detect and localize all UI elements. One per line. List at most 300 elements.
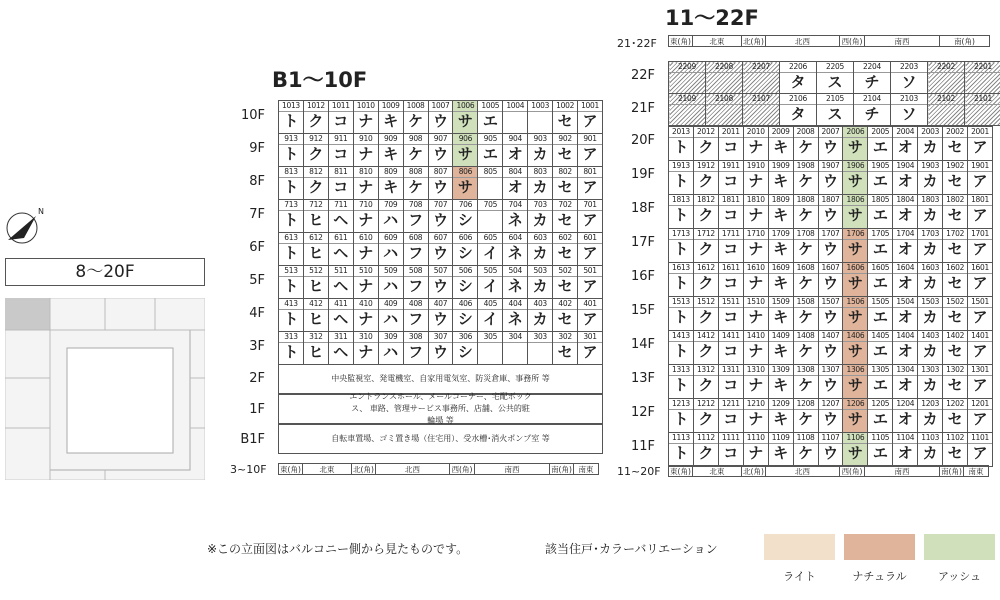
unit-type: ス bbox=[827, 105, 843, 123]
unit-number: 702 bbox=[553, 200, 577, 211]
unit-cell bbox=[403, 266, 428, 299]
unit-number: 1410 bbox=[744, 331, 768, 342]
unit-type: ア bbox=[972, 342, 988, 360]
unit-cell bbox=[818, 433, 843, 467]
unit-number: 2005 bbox=[868, 127, 892, 138]
unit-cell bbox=[353, 233, 378, 266]
unit-cell bbox=[893, 399, 918, 433]
unit-type: カ bbox=[922, 308, 938, 326]
unit-cell bbox=[693, 433, 718, 467]
unit-cell bbox=[768, 297, 793, 331]
unit-number: 1004 bbox=[503, 101, 527, 112]
unit-type: サ bbox=[847, 410, 863, 428]
unit-number: 1006 bbox=[453, 101, 477, 112]
unit-type: ト bbox=[673, 444, 689, 462]
unit-number: 308 bbox=[404, 332, 428, 343]
floor-label: 19F bbox=[630, 167, 655, 182]
unit-number: 1813 bbox=[669, 195, 693, 206]
unit-cell bbox=[669, 62, 706, 94]
unit-type: コ bbox=[723, 308, 739, 326]
unit-cell bbox=[893, 195, 918, 229]
floor-row bbox=[669, 433, 993, 467]
unit-number: 402 bbox=[553, 299, 577, 310]
unit-type: カ bbox=[532, 310, 548, 328]
unit-number: 601 bbox=[578, 233, 602, 244]
unit-number: 2007 bbox=[819, 127, 843, 138]
floor-label: 4F bbox=[249, 306, 265, 321]
unit-type: ア bbox=[972, 274, 988, 292]
unit-cell bbox=[743, 433, 768, 467]
unit-cell bbox=[943, 399, 968, 433]
unit-number: 306 bbox=[453, 332, 477, 343]
unit-type: エ bbox=[872, 308, 888, 326]
unit-type: ウ bbox=[822, 410, 838, 428]
unit-number: 1107 bbox=[819, 433, 843, 444]
unit-cell bbox=[868, 297, 893, 331]
unit-type: ヘ bbox=[333, 211, 349, 229]
unit-cell bbox=[943, 127, 968, 161]
unit-type: オ bbox=[897, 172, 913, 190]
unit-type: セ bbox=[947, 376, 963, 394]
floor-label: 13F bbox=[630, 371, 655, 386]
unit-type: ク bbox=[308, 112, 324, 130]
unit-number: 1513 bbox=[669, 297, 693, 308]
unit-type: オ bbox=[507, 145, 523, 163]
unit-cell bbox=[528, 200, 553, 233]
unit-type: ケ bbox=[408, 145, 424, 163]
unit-cell bbox=[793, 161, 818, 195]
unit-number: 401 bbox=[578, 299, 602, 310]
unit-cell bbox=[328, 134, 353, 167]
unit-number: 1105 bbox=[868, 433, 892, 444]
unit-type: ウ bbox=[822, 376, 838, 394]
unit-cell bbox=[818, 399, 843, 433]
unit-cell bbox=[478, 200, 503, 233]
unit-number: 513 bbox=[279, 266, 303, 277]
unit-number: 1603 bbox=[918, 263, 942, 274]
unit-cell bbox=[718, 365, 743, 399]
unit-cell bbox=[693, 399, 718, 433]
unit-number: 904 bbox=[503, 134, 527, 145]
unit-number: 2205 bbox=[817, 62, 853, 73]
unit-type: ヘ bbox=[333, 277, 349, 295]
unit-type: ネ bbox=[507, 310, 523, 328]
unit-number: 1606 bbox=[843, 263, 867, 274]
unit-number: 1505 bbox=[868, 297, 892, 308]
unit-number: 2006 bbox=[843, 127, 867, 138]
unit-type: ソ bbox=[901, 105, 917, 123]
unit-type: ウ bbox=[432, 310, 448, 328]
unit-cell bbox=[279, 299, 304, 332]
unit-type: オ bbox=[897, 274, 913, 292]
unit-cell bbox=[328, 233, 353, 266]
floor-label: 1F bbox=[249, 402, 265, 417]
unit-cell bbox=[943, 297, 968, 331]
unit-number: 404 bbox=[503, 299, 527, 310]
unit-type: コ bbox=[723, 376, 739, 394]
unit-type: コ bbox=[723, 240, 739, 258]
unit-number: 1701 bbox=[968, 229, 992, 240]
unit-type: ウ bbox=[822, 138, 838, 156]
unit-number: 906 bbox=[453, 134, 477, 145]
unit-cell bbox=[578, 233, 603, 266]
floor-row bbox=[279, 233, 603, 266]
unit-type: ナ bbox=[748, 376, 764, 394]
unit-number: 1904 bbox=[893, 161, 917, 172]
unit-number: 2202 bbox=[928, 62, 964, 73]
unit-cell bbox=[968, 433, 993, 467]
unit-type: サ bbox=[847, 274, 863, 292]
unit-type: エ bbox=[872, 274, 888, 292]
unit-number: 811 bbox=[329, 167, 353, 178]
unit-number: 1101 bbox=[968, 433, 992, 444]
orientation-cell: 西(角) bbox=[839, 35, 865, 47]
unit-type: ト bbox=[283, 211, 299, 229]
unit-number: 1506 bbox=[843, 297, 867, 308]
unit-number: 1404 bbox=[893, 331, 917, 342]
unit-cell bbox=[780, 94, 817, 126]
unit-type: ク bbox=[698, 444, 714, 462]
unit-type: ヘ bbox=[333, 244, 349, 262]
unit-type: エ bbox=[872, 206, 888, 224]
unit-type: ウ bbox=[432, 112, 448, 130]
unit-cell bbox=[478, 332, 503, 365]
unit-number: 303 bbox=[528, 332, 552, 343]
unit-number: 1202 bbox=[943, 399, 967, 410]
unit-number: 313 bbox=[279, 332, 303, 343]
unit-type: ナ bbox=[748, 342, 764, 360]
unit-cell bbox=[553, 233, 578, 266]
orientation-cell: 南(角) bbox=[939, 35, 990, 47]
unit-number: 1302 bbox=[943, 365, 967, 376]
unit-cell bbox=[893, 263, 918, 297]
orient-label: 21･22F bbox=[617, 37, 657, 50]
unit-cell bbox=[868, 127, 893, 161]
unit-cell bbox=[453, 134, 478, 167]
unit-type: ウ bbox=[432, 343, 448, 361]
unit-type: ヒ bbox=[308, 310, 324, 328]
unit-cell bbox=[669, 331, 694, 365]
unit-cell bbox=[303, 299, 328, 332]
unit-type: ナ bbox=[358, 277, 374, 295]
unit-cell bbox=[303, 233, 328, 266]
unit-cell bbox=[328, 167, 353, 200]
unit-number: 1305 bbox=[868, 365, 892, 376]
unit-number: 2013 bbox=[669, 127, 693, 138]
unit-type: カ bbox=[922, 240, 938, 258]
unit-number: 704 bbox=[503, 200, 527, 211]
unit-cell bbox=[818, 161, 843, 195]
unit-number: 1607 bbox=[819, 263, 843, 274]
unit-type: ウ bbox=[822, 206, 838, 224]
orientation-cell: 南東 bbox=[573, 463, 599, 475]
unit-type: サ bbox=[847, 444, 863, 462]
unit-number: 1005 bbox=[478, 101, 502, 112]
unit-type: ア bbox=[582, 211, 598, 229]
unit-number: 610 bbox=[354, 233, 378, 244]
unit-cell bbox=[843, 229, 868, 263]
floor-label: 6F bbox=[249, 240, 265, 255]
unit-type: フ bbox=[408, 244, 424, 262]
floor-row bbox=[669, 263, 993, 297]
unit-number: 1308 bbox=[794, 365, 818, 376]
unit-type: ナ bbox=[748, 138, 764, 156]
unit-type: ア bbox=[972, 240, 988, 258]
unit-cell bbox=[743, 399, 768, 433]
unit-cell bbox=[478, 233, 503, 266]
unit-number: 1706 bbox=[843, 229, 867, 240]
unit-number: 1401 bbox=[968, 331, 992, 342]
orientation-cell: 西(角) bbox=[839, 465, 865, 477]
unit-number: 1802 bbox=[943, 195, 967, 206]
unit-type: ト bbox=[283, 310, 299, 328]
unit-number: 1212 bbox=[694, 399, 718, 410]
unit-cell bbox=[353, 134, 378, 167]
unit-number: 707 bbox=[429, 200, 453, 211]
unit-type: ウ bbox=[822, 274, 838, 292]
floor-row bbox=[669, 297, 993, 331]
floor-label: 12F bbox=[630, 405, 655, 420]
unit-number: 305 bbox=[478, 332, 502, 343]
orientation-cell: 北(角) bbox=[351, 463, 376, 475]
unit-type: ヒ bbox=[308, 277, 324, 295]
unit-cell bbox=[378, 101, 403, 134]
orientation-cell: 北(角) bbox=[741, 35, 766, 47]
unit-cell bbox=[768, 399, 793, 433]
unit-type: セ bbox=[947, 410, 963, 428]
orientation-cell: 東(角) bbox=[278, 463, 303, 475]
unit-type: キ bbox=[773, 172, 789, 190]
unit-type: ケ bbox=[798, 376, 814, 394]
unit-cell bbox=[553, 332, 578, 365]
unit-number: 608 bbox=[404, 233, 428, 244]
unit-number: 1104 bbox=[893, 433, 917, 444]
unit-number: 410 bbox=[354, 299, 378, 310]
unit-type: オ bbox=[897, 376, 913, 394]
unit-number: 1208 bbox=[794, 399, 818, 410]
unit-cell bbox=[868, 331, 893, 365]
unit-type: ト bbox=[673, 410, 689, 428]
unit-cell bbox=[743, 94, 780, 126]
unit-type: キ bbox=[773, 240, 789, 258]
unit-number: 1905 bbox=[868, 161, 892, 172]
unit-number: 1110 bbox=[744, 433, 768, 444]
unit-cell bbox=[578, 332, 603, 365]
unit-type: イ bbox=[482, 277, 498, 295]
unit-cell bbox=[553, 200, 578, 233]
unit-number: 1801 bbox=[968, 195, 992, 206]
floor-label: 16F bbox=[630, 269, 655, 284]
floor-label: 17F bbox=[630, 235, 655, 250]
unit-number: 2203 bbox=[891, 62, 927, 73]
keymap-label: 8～20F bbox=[5, 258, 205, 286]
unit-type: ト bbox=[673, 342, 689, 360]
unit-type: コ bbox=[723, 342, 739, 360]
unit-number: 1206 bbox=[843, 399, 867, 410]
unit-type: ク bbox=[698, 240, 714, 258]
unit-type: セ bbox=[557, 178, 573, 196]
unit-cell bbox=[893, 127, 918, 161]
unit-cell bbox=[553, 101, 578, 134]
unit-cell bbox=[378, 233, 403, 266]
unit-cell bbox=[693, 127, 718, 161]
unit-type: カ bbox=[922, 206, 938, 224]
unit-type: ケ bbox=[798, 308, 814, 326]
unit-number: 1112 bbox=[694, 433, 718, 444]
floor-row bbox=[669, 94, 1000, 126]
orientation-cell: 北西 bbox=[375, 463, 450, 475]
unit-number: 1902 bbox=[943, 161, 967, 172]
unit-type: キ bbox=[773, 138, 789, 156]
unit-cell bbox=[918, 297, 943, 331]
unit-type: ナ bbox=[358, 145, 374, 163]
unit-number: 1311 bbox=[719, 365, 743, 376]
unit-cell bbox=[693, 229, 718, 263]
unit-type: エ bbox=[872, 240, 888, 258]
unit-cell bbox=[928, 94, 965, 126]
unit-type: キ bbox=[773, 376, 789, 394]
unit-cell bbox=[328, 101, 353, 134]
unit-type: キ bbox=[773, 342, 789, 360]
unit-number: 1007 bbox=[429, 101, 453, 112]
unit-cell bbox=[968, 331, 993, 365]
unit-number: 703 bbox=[528, 200, 552, 211]
unit-cell bbox=[918, 433, 943, 467]
orientation-cell: 南(角) bbox=[549, 463, 574, 475]
unit-type: コ bbox=[723, 274, 739, 292]
floor-row bbox=[669, 161, 993, 195]
unit-number: 1612 bbox=[694, 263, 718, 274]
unit-cell bbox=[793, 195, 818, 229]
unit-number: 1309 bbox=[769, 365, 793, 376]
unit-type: ケ bbox=[798, 240, 814, 258]
unit-number: 1507 bbox=[819, 297, 843, 308]
unit-number: 1402 bbox=[943, 331, 967, 342]
unit-type: ト bbox=[283, 178, 299, 196]
unit-cell bbox=[503, 167, 528, 200]
unit-number: 2102 bbox=[928, 94, 964, 105]
unit-type: コ bbox=[333, 145, 349, 163]
unit-cell bbox=[428, 200, 453, 233]
unit-number: 2208 bbox=[706, 62, 742, 73]
unit-type: ヒ bbox=[308, 244, 324, 262]
unit-number: 710 bbox=[354, 200, 378, 211]
unit-type: ナ bbox=[358, 112, 374, 130]
unit-type: ト bbox=[673, 274, 689, 292]
unit-number: 1713 bbox=[669, 229, 693, 240]
unit-number: 2107 bbox=[743, 94, 779, 105]
unit-cell bbox=[968, 297, 993, 331]
facility-1f: エントランスホール、メールコーナー、宅配ボックス、 車路、管理サービス事務所、店舗、公共的駐輪場 等 bbox=[278, 394, 603, 424]
unit-type: セ bbox=[557, 211, 573, 229]
unit-type: ア bbox=[582, 244, 598, 262]
unit-number: 806 bbox=[453, 167, 477, 178]
unit-number: 1812 bbox=[694, 195, 718, 206]
unit-type: オ bbox=[897, 410, 913, 428]
unit-number: 1711 bbox=[719, 229, 743, 240]
unit-type: ナ bbox=[748, 206, 764, 224]
unit-type: セ bbox=[947, 444, 963, 462]
unit-type: セ bbox=[557, 343, 573, 361]
unit-number: 311 bbox=[329, 332, 353, 343]
unit-cell bbox=[843, 263, 868, 297]
unit-type: オ bbox=[897, 308, 913, 326]
right-title: 11～22F bbox=[665, 6, 759, 30]
unit-number: 1608 bbox=[794, 263, 818, 274]
unit-number: 2010 bbox=[744, 127, 768, 138]
unit-number: 1502 bbox=[943, 297, 967, 308]
unit-cell bbox=[718, 195, 743, 229]
unit-number: 907 bbox=[429, 134, 453, 145]
unit-type: サ bbox=[847, 138, 863, 156]
unit-cell bbox=[968, 263, 993, 297]
legend-title: 該当住戸･カラーバリエーション bbox=[545, 542, 718, 556]
unit-number: 1604 bbox=[893, 263, 917, 274]
unit-number: 1301 bbox=[968, 365, 992, 376]
unit-cell bbox=[891, 62, 928, 94]
unit-number: 2204 bbox=[854, 62, 890, 73]
legend-label-light: ライト bbox=[783, 570, 816, 583]
floor-row bbox=[279, 167, 603, 200]
unit-cell bbox=[428, 299, 453, 332]
unit-cell bbox=[793, 229, 818, 263]
unit-cell bbox=[843, 127, 868, 161]
unit-type: ト bbox=[673, 240, 689, 258]
unit-type: コ bbox=[723, 206, 739, 224]
unit-cell bbox=[279, 167, 304, 200]
unit-number: 1510 bbox=[744, 297, 768, 308]
floor-row bbox=[279, 134, 603, 167]
unit-number: 2201 bbox=[965, 62, 1000, 73]
unit-number: 304 bbox=[503, 332, 527, 343]
unit-number: 1705 bbox=[868, 229, 892, 240]
left-unit-grid bbox=[278, 100, 603, 365]
unit-cell bbox=[893, 365, 918, 399]
unit-type: ヒ bbox=[308, 211, 324, 229]
unit-type: ト bbox=[283, 244, 299, 262]
unit-cell bbox=[706, 94, 743, 126]
unit-number: 1804 bbox=[893, 195, 917, 206]
unit-number: 712 bbox=[304, 200, 328, 211]
unit-cell bbox=[328, 299, 353, 332]
unit-cell bbox=[718, 229, 743, 263]
unit-number: 2003 bbox=[918, 127, 942, 138]
unit-number: 2011 bbox=[719, 127, 743, 138]
unit-cell bbox=[793, 297, 818, 331]
unit-cell bbox=[279, 233, 304, 266]
unit-number: 809 bbox=[379, 167, 403, 178]
unit-type: サ bbox=[847, 308, 863, 326]
unit-number: 312 bbox=[304, 332, 328, 343]
unit-type: ケ bbox=[408, 112, 424, 130]
unit-cell bbox=[843, 365, 868, 399]
unit-type: エ bbox=[872, 376, 888, 394]
unit-cell bbox=[428, 332, 453, 365]
unit-type: ウ bbox=[432, 244, 448, 262]
unit-type: シ bbox=[457, 211, 473, 229]
unit-number: 2106 bbox=[780, 94, 816, 105]
unit-cell bbox=[743, 62, 780, 94]
unit-cell bbox=[943, 433, 968, 467]
unit-number: 711 bbox=[329, 200, 353, 211]
unit-number: 1704 bbox=[893, 229, 917, 240]
unit-cell bbox=[403, 167, 428, 200]
unit-type: ネ bbox=[507, 277, 523, 295]
floor-label: 2F bbox=[249, 371, 265, 386]
floor-row bbox=[669, 365, 993, 399]
floor-label: 15F bbox=[630, 303, 655, 318]
unit-cell bbox=[793, 365, 818, 399]
